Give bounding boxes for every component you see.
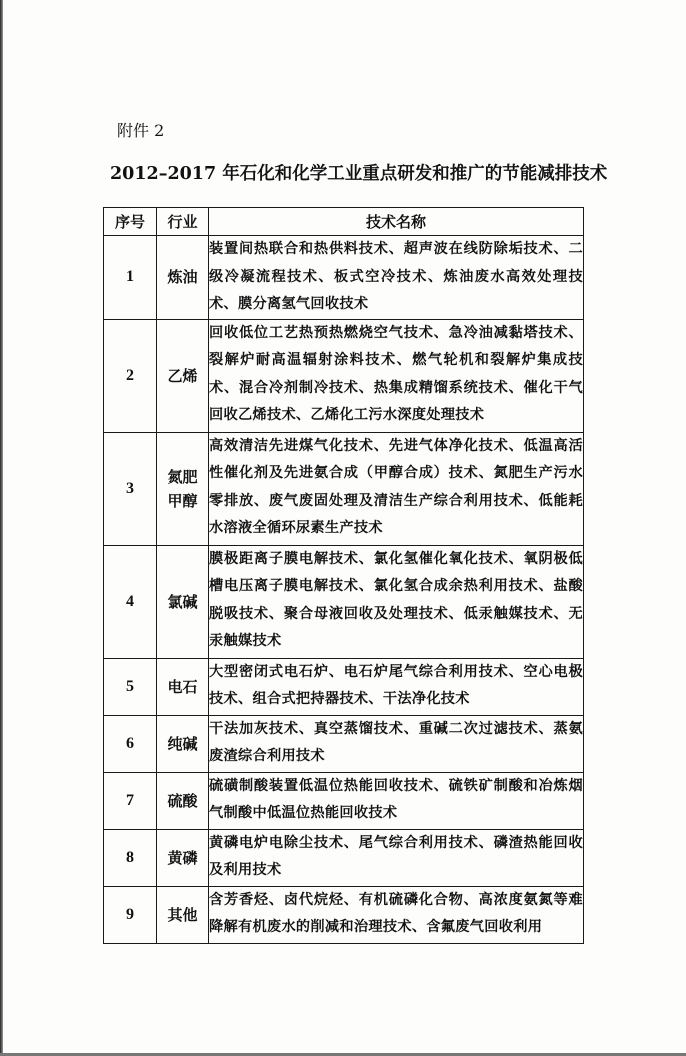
scan-edge-left (0, 0, 3, 1056)
row-tech: 硫磺制酸装置低温位热能回收技术、硫铁矿制酸和冶炼烟气制酸中低温位热能回收技术 (209, 772, 584, 829)
row-tech: 膜极距离子膜电解技术、氯化氢催化氧化技术、氧阴极低槽电压离子膜电解技术、氯化氢合成余热利用技术、盐酸脱吸技术、聚合母液回收及处理技术、低汞触媒技术、无汞触媒技术 (209, 545, 584, 658)
row-number: 5 (104, 658, 157, 715)
row-industry (157, 432, 209, 545)
row-number: 4 (104, 545, 157, 658)
row-industry: 黄磷 (157, 829, 209, 886)
table-row (104, 829, 584, 886)
row-industry: 炼油 (157, 236, 209, 320)
document-title: 2012–2017 年石化和化学工业重点研发和推广的节能减排技术 (110, 164, 608, 184)
table-row (104, 658, 584, 715)
table-row (104, 886, 584, 943)
row-industry: 乙烯 (157, 319, 209, 432)
row-tech (209, 886, 584, 943)
row-number: 3 (104, 432, 157, 545)
attachment-label: 附件 2 (117, 121, 165, 140)
row-tech: 高效清洁先进煤气化技术、先进气体净化技术、低温高活性催化剂及先进氨合成（甲醇合成）技术、氮肥生产污水零排放、废气废固处理及清洁生产综合利用技术、低能耗水溶液全循环尿素生产技术 (209, 432, 584, 545)
row-number: 9 (104, 886, 157, 943)
row-tech: 干法加灰技术、真空蒸馏技术、重碱二次过滤技术、蒸氨废渣综合利用技术 (209, 715, 584, 772)
header-tech-name: 技术名称 (209, 208, 584, 236)
row-tech: 装置间热联合和热供料技术、超声波在线防除垢技术、二级冷凝流程技术、板式空冷技术、炼油废水高效处理技术、膜分离氢气回收技术 (209, 236, 584, 320)
row-number: 7 (104, 772, 157, 829)
table-row (104, 236, 584, 320)
row-tech: 大型密闭式电石炉、电石炉尾气综合利用技术、空心电极技术、组合式把持器技术、干法净化技术 (209, 658, 584, 715)
row-number: 1 (104, 236, 157, 320)
row-industry: 电石 (157, 658, 209, 715)
row-industry: 纯碱 (157, 715, 209, 772)
row-industry: 其他 (157, 886, 209, 943)
header-industry: 行业 (157, 208, 209, 236)
table-row (104, 545, 584, 658)
table-header-row (104, 208, 584, 236)
row-number: 2 (104, 319, 157, 432)
table-row (104, 432, 584, 545)
header-no: 序号 (104, 208, 157, 236)
row-industry-text: 氮肥甲醇 (167, 467, 198, 510)
row-number: 8 (104, 829, 157, 886)
row-number: 6 (104, 715, 157, 772)
table-row (104, 319, 584, 432)
row-industry: 硫酸 (157, 772, 209, 829)
row-tech: 黄磷电炉电除尘技术、尾气综合利用技术、磷渣热能回收及利用技术 (209, 829, 584, 886)
row-tech: 回收低位工艺热预热燃烧空气技术、急冷油减黏塔技术、裂解炉耐高温辐射涂料技术、燃气轮机和裂解炉集成技术、混合冷剂制冷技术、热集成精馏系统技术、催化干气回收乙烯技术、乙烯化工污水深度处理技术 (209, 319, 584, 432)
table-row (104, 715, 584, 772)
technology-table (103, 207, 584, 944)
row-tech-text: 含芳香烃、卤代烷烃、有机硫磷化合物、高浓度氨氮等难降解有机废水的削减和治理技术、含氟废气回收利用 (209, 891, 583, 935)
table-row (104, 772, 584, 829)
row-industry: 氯碱 (157, 545, 209, 658)
